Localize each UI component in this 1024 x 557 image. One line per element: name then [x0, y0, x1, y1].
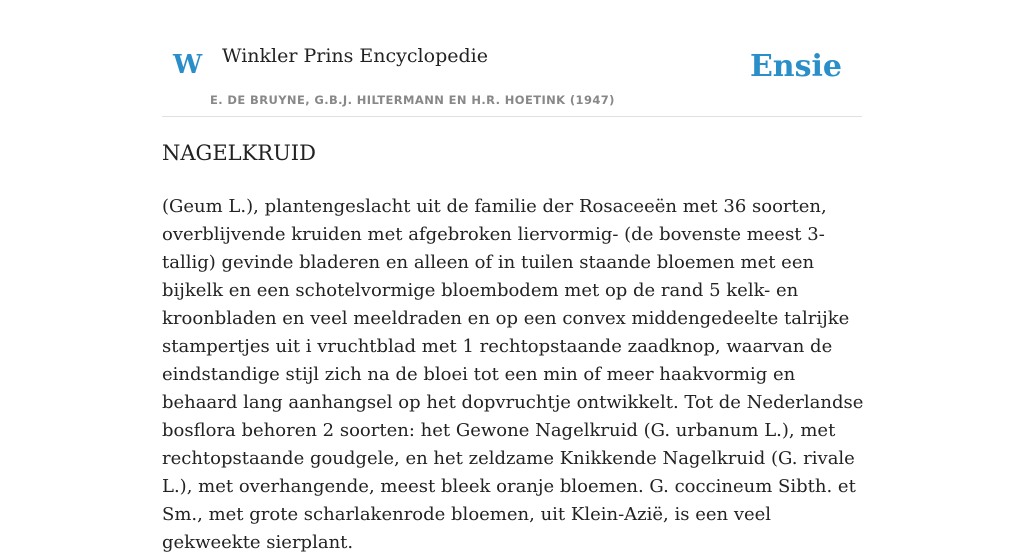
- publication-header: [162, 0, 862, 117]
- entry-body: (Geum L.), plantengeslacht uit de familie der Rosaceeën met 36 soorten, overblijvende kruiden met afgebroken liervormig- (de bovenste meest 3-tallig) gevinde bladeren en alleen of in tuilen staande bloemen met een bijkelk en een schotelvormige bloembodem met op de rand 5 kelk- en kroonbladen en veel meeldraden en op een convex middengedeelte talrijke stampertjes uit i vruchtblad met 1 rechtopstaande zaadknop, waarvan de eindstandige stijl zich na de bloei tot een min of meer haakvormig en behaard lang aanhangsel op het dopvruchtje ontwikkelt. Tot de Nederlandse bosflora behoren 2 soorten: het Gewone Nagelkruid (G. urbanum L.), met rechtopstaande goudgele, en het zeldzame Knikkende Nagelkruid (G. rivale L.), met overhangende, meest bleek oranje bloemen. G. coccineum Sibth. et Sm., met grote scharlakenrode bloemen, uit Klein-Azië, is een veel gekweekte sierplant.: [162, 196, 864, 553]
- entry-title: NAGELKRUID: [162, 141, 316, 165]
- article-page: [162, 0, 864, 553]
- winkler-prins-logo[interactable]: W: [173, 50, 203, 80]
- authors-line: E. DE BRUYNE, G.B.J. HILTERMANN EN H.R. HOETINK (1947): [210, 93, 615, 107]
- ensie-logo[interactable]: Ensie: [749, 49, 842, 84]
- series-title[interactable]: Winkler Prins Encyclopedie: [222, 45, 488, 67]
